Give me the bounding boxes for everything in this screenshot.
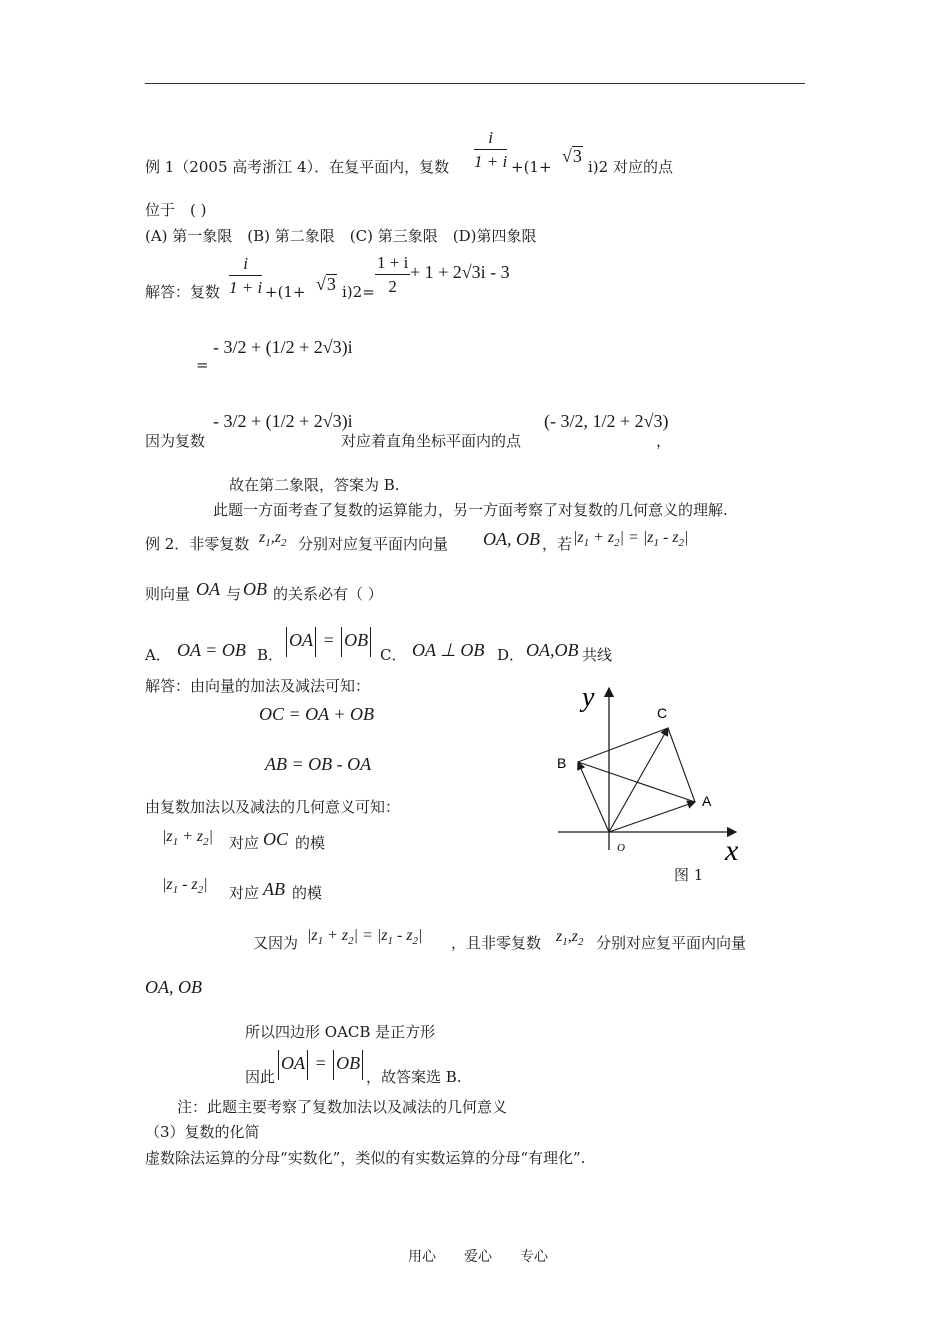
figure-caption: 图 1: [674, 866, 704, 884]
section-3-text: 虚数除法运算的分母“实数化”，类似的有实数运算的分母“有理化”.: [145, 1149, 586, 1167]
ex1-because-expr: - 3/2 + (1/2 + 2√3)i: [213, 411, 353, 431]
ex2-again-tail: 分别对应复平面内向量: [596, 934, 747, 952]
ex2-z1z2: $z_1,z_2$: [259, 529, 287, 549]
ex2-again-mid: ，且非零复数: [451, 934, 542, 952]
ex1-suffix: i)2 对应的点: [588, 158, 673, 176]
ex2-corr-ab: 对应: [229, 884, 260, 902]
ex1-eq2-sign: =: [196, 356, 209, 374]
point-c-label: C: [657, 705, 668, 721]
ex1-options: (A) 第一象限 (B) 第二象限 (C) 第三象限 (D)第四象限: [145, 227, 537, 245]
ex2-opt-d: D．: [497, 646, 525, 664]
ex2-mid: 分别对应复平面内向量: [298, 535, 449, 553]
ex2-remark: 注：此题主要考察了复数加法以及减法的几何意义: [177, 1098, 508, 1116]
point-b-label: B: [557, 755, 567, 771]
ex1-point: (- 3/2, 1/2 + 2√3): [544, 411, 669, 431]
ex2-oc: OC: [263, 829, 289, 849]
ex2-mod-ab: 的模: [292, 884, 323, 902]
ex2-again-cond: $|z_1 + z_2| = |z_1 - z_2|$: [307, 927, 423, 947]
ex2-and: 与: [226, 585, 242, 603]
ex2-square: 所以四边形 OACB 是正方形: [245, 1023, 436, 1041]
ex2-collinear: 共线: [582, 646, 613, 664]
ex2-oc-eq: OC = OA + OB: [259, 704, 374, 724]
ex2-opt-a-expr: OA = OB: [177, 640, 246, 660]
ex2-opt-d-expr: OA,OB: [526, 640, 579, 660]
ex2-sum-mod: $|z_1 + z_2|$: [162, 828, 214, 848]
ex2-prefix: 例 2．非零复数: [145, 535, 250, 553]
ex2-opt-b-expr: OA = OB: [284, 627, 373, 657]
ex2-opt-a: A．: [145, 646, 171, 664]
ex2-opt-c: C．: [380, 646, 407, 664]
vector-oa: [609, 802, 695, 832]
ex1-answer-label: 解答：复数: [145, 283, 221, 301]
ex2-line2b: 的关系必有（ ）: [273, 585, 383, 603]
ex2-ob: OB: [243, 579, 267, 599]
ex2-opt-c-expr: OA ⊥ OB: [412, 640, 485, 660]
ex2-hence: 因此: [245, 1068, 276, 1086]
ex2-opt-b: B．: [257, 646, 284, 664]
ex2-corr-oc: 对应: [229, 834, 260, 852]
ex1-rhs-tail: + 1 + 2√3i - 3: [410, 262, 510, 282]
ex2-oa: OA: [196, 579, 220, 599]
header-rule: [145, 83, 805, 84]
ex1-answer-sqrt3: √3: [316, 274, 336, 294]
ex2-ab-eq: AB = OB - OA: [265, 754, 372, 774]
ex1-prefix: 例 1（2005 高考浙江 4）．在复平面内，复数: [145, 158, 450, 176]
segment-ca: [668, 728, 695, 802]
ex1-answer-fraction: $\frac{i}{1 + i}$: [229, 254, 263, 297]
ex2-condition: $|z_1 + z_2| = |z_1 - z_2|$: [573, 529, 689, 549]
ex1-because-mid: 对应着直角坐标平面内的点: [341, 432, 522, 450]
ex2-if: ，若: [542, 535, 573, 553]
ex1-answer-plus: +(1+: [265, 283, 306, 301]
ex2-mod-oc: 的模: [295, 834, 326, 852]
ex2-ab: AB: [263, 879, 285, 899]
section-3-heading: （3）复数的化简: [145, 1123, 260, 1141]
ex1-line2: 位于 ( ): [145, 201, 207, 219]
ex2-hence-expr: OA = OB: [276, 1050, 365, 1080]
ex2-answer: 解答：由向量的加法及减法可知：: [145, 677, 371, 695]
point-a-label: A: [702, 793, 712, 809]
ex1-fraction: $\frac{i}{1 + i}$: [474, 128, 508, 171]
ex2-oa-ob: OA, OB: [483, 529, 540, 549]
ex2-vec-pair: OA, OB: [145, 977, 202, 997]
ex2-again-z: $z_1,z_2$: [556, 928, 584, 948]
segment-bc: [578, 728, 668, 762]
ex1-plus: +(1+: [511, 158, 552, 176]
ex1-eq2-expr: - 3/2 + (1/2 + 2√3)i: [213, 337, 353, 357]
ex1-answer-eq: i)2=: [342, 283, 375, 301]
ex1-sqrt3: √3: [562, 146, 582, 166]
origin-label: O: [617, 842, 625, 854]
ex2-hence-tail: ，故答案选 B.: [366, 1068, 462, 1086]
footer: 用心 爱心 专心: [408, 1249, 548, 1265]
ex1-comma: ，: [656, 432, 672, 450]
figure-1: [540, 680, 760, 880]
x-axis-label: x: [725, 834, 739, 867]
ex2-line2: 则向量: [145, 585, 191, 603]
ex1-note: 此题一方面考查了复数的运算能力，另一方面考察了对复数的几何意义的理解.: [213, 501, 728, 519]
ex2-again: 又因为: [253, 934, 299, 952]
vector-oc: [609, 728, 668, 832]
y-axis-label: y: [582, 682, 595, 713]
ex1-so: 故在第二象限，答案为 B.: [229, 476, 400, 494]
ex2-geo: 由复数加法以及减法的几何意义可知：: [145, 798, 401, 816]
ex1-because-label: 因为复数: [145, 432, 206, 450]
vector-ob: [578, 762, 609, 832]
segment-ba: [578, 762, 695, 802]
ex1-rhs-fraction: $\frac{1 + i}{2}$: [377, 253, 409, 296]
ex2-diff-mod: $|z_1 - z_2|$: [162, 876, 208, 896]
